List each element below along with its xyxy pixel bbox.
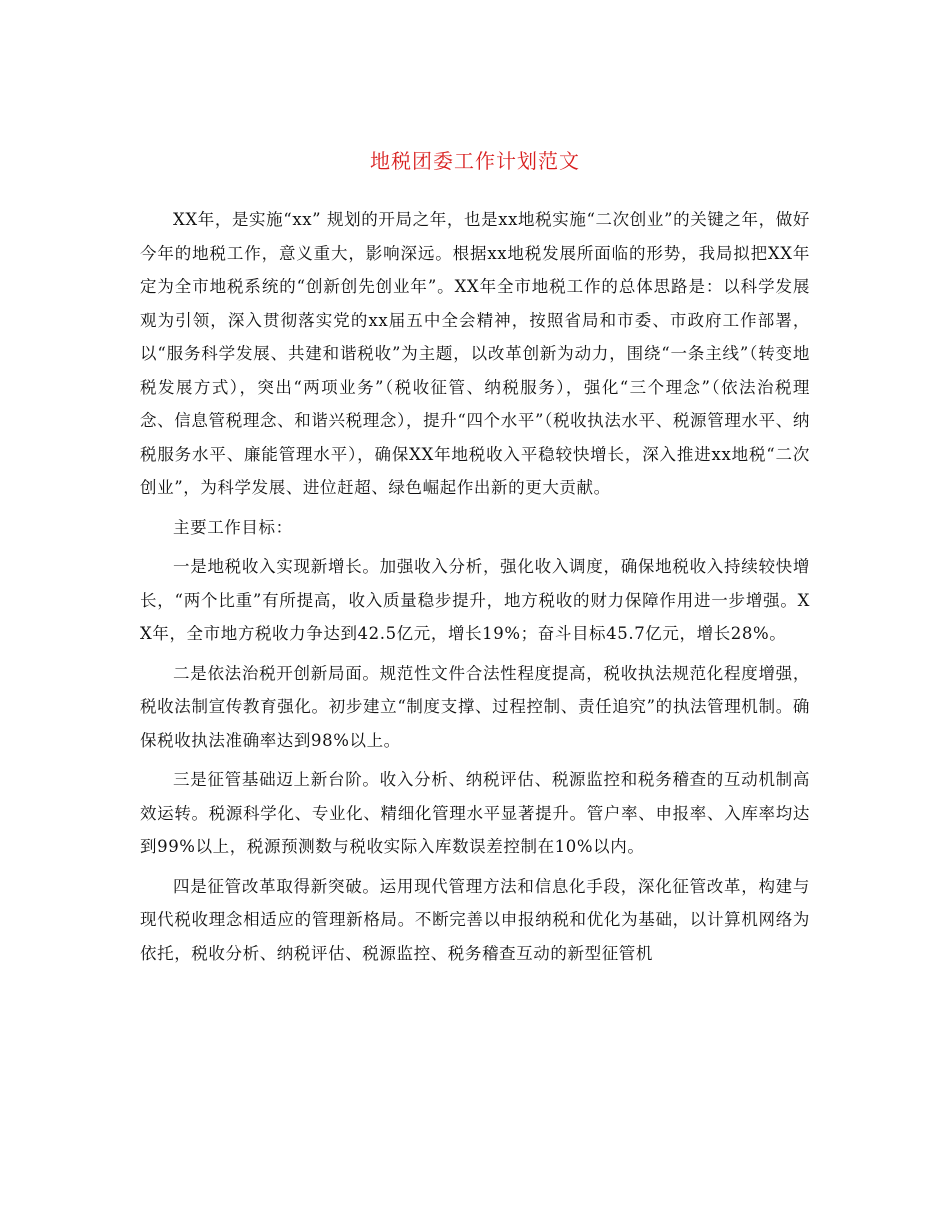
document-body [140,203,810,976]
paragraph-goal-3: 三是征管基础迈上新台阶。收入分析、纳税评估、税源监控和税务稽查的互动机制高效运转。税源科学化、专业化、精细化管理水平显著提升。管户率、申报率、入库率均达到99%以上，税源预测数与税收实际入库数误差控制在10%以内。 [140,770,810,856]
paragraph-intro: XX年，是实施“xx” 规划的开局之年，也是xx地税实施“二次创业”的关键之年，做好今年的地税工作，意义重大，影响深远。根据xx地税发展所面临的形势，我局拟把XX年定为全市地税系统的“创新创先创业年”。XX年全市地税工作的总体思路是：以科学发展观为引领，深入贯彻落实党的xx届五中全会精神，按照省局和市委、市政府工作部署，以“服务科学发展、共建和谐税收”为主题，以改革创新为动力，围绕“一条主线”（转变地税发展方式），突出“两项业务”（税收征管、纳税服务），强化“三个理念”（依法治税理念、信息管税理念、和谐兴税理念），提升“四个水平”（税收执法水平、税源管理水平、纳税服务水平、廉能管理水平），确保XX年地税收入平稳较快增长，深入推进xx地税“二次创业”，为科学发展、进位赶超、绿色崛起作出新的更大贡献。 [140,210,810,497]
document-title: 地税团委工作计划范文 [370,149,580,173]
paragraph-goal-1: 一是地税收入实现新增长。加强收入分析，强化收入调度，确保地税收入持续较快增长，“两个比重”有所提高，收入质量稳步提升，地方税收的财力保障作用进一步增强。XX年，全市地方税收力争达到42.5亿元，增长19%；奋斗目标45.7亿元，增长28%。 [140,557,810,643]
paragraph-goal-4: 四是征管改革取得新突破。运用现代管理方法和信息化手段，深化征管改革，构建与现代税收理念相适应的管理新格局。不断完善以申报纳税和优化为基础，以计算机网络为依托，税收分析、纳税评估、税源监控、税务稽查互动的新型征管机 [140,876,810,963]
paragraph-goal-2: 二是依法治税开创新局面。规范性文件合法性程度提高，税收执法规范化程度增强，税收法制宣传教育强化。初步建立“制度支撑、过程控制、责任追究”的执法管理机制。确保税收执法准确率达到98%以上。 [140,663,810,750]
paragraph-goals-heading: 主要工作目标： [173,517,293,537]
